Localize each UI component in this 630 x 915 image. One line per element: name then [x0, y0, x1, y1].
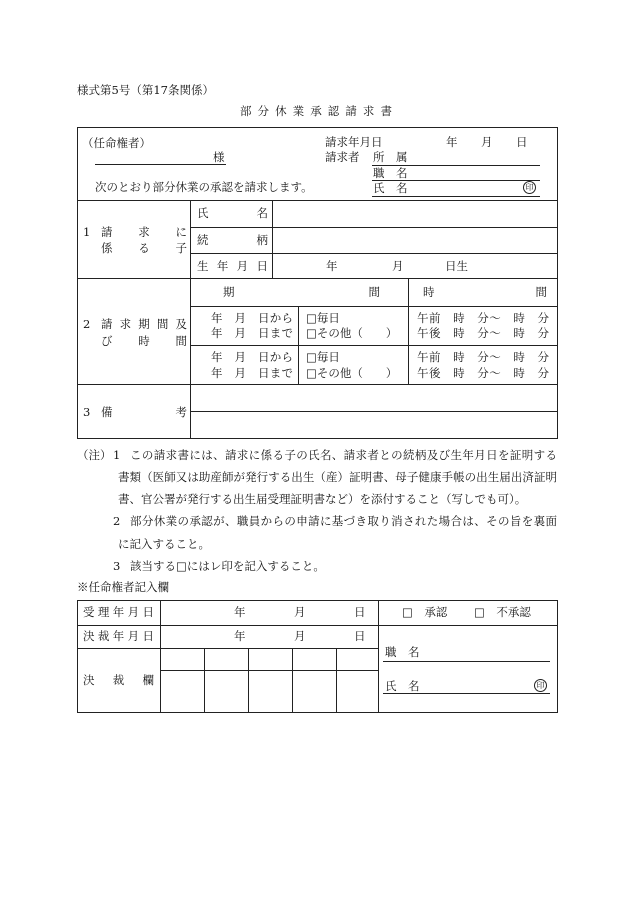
decision-day: 日	[354, 629, 366, 643]
approver-name-label: 氏 名	[385, 679, 420, 693]
period-to: 年 月 日まで	[211, 366, 293, 380]
period-header: 期 間	[223, 285, 380, 299]
period-from: 年 月 日から	[211, 350, 293, 364]
table-divider	[190, 345, 558, 346]
child-birthdate-label: 生 年 月 日	[197, 259, 268, 273]
reject-option: □ 不承認	[474, 605, 531, 619]
position-label: 職 名	[373, 166, 408, 180]
remarks-section-number: 3	[83, 405, 91, 419]
decision-year: 年	[234, 629, 246, 643]
name-underline	[372, 196, 540, 197]
request-date-year: 年	[446, 135, 458, 149]
seal-icon: 印	[534, 679, 547, 692]
period-section-number: 2	[83, 317, 91, 331]
request-table-border	[77, 127, 558, 439]
birth-year: 年	[326, 259, 338, 273]
receipt-year: 年	[234, 605, 246, 619]
period-section-label: び 時 間	[101, 334, 187, 348]
table-divider	[336, 648, 337, 712]
table-divider	[204, 648, 205, 712]
appointer-underline	[95, 164, 226, 165]
am-time-range: 午前 時 分～ 時 分	[417, 311, 549, 325]
note-line: 書、官公署が発行する出生届受理証明書など）を添付すること（写しでも可）。	[118, 492, 527, 506]
affiliation-label: 所 属	[373, 150, 408, 164]
other-checkbox-option: □その他（ ）	[306, 366, 398, 380]
decision-date-label: 決裁年月日	[83, 629, 154, 643]
decision-label: 決 裁 欄	[83, 673, 154, 687]
note-line: 部分休業の承認が、職員からの申請に基づき取り消された場合は、その旨を裏面	[130, 514, 557, 528]
table-divider	[160, 670, 378, 671]
time-header: 時 間	[423, 285, 547, 299]
period-section-label: 請 求 期 間 及	[101, 317, 187, 331]
receipt-month: 月	[294, 605, 306, 619]
am-time-range: 午前 時 分～ 時 分	[417, 350, 549, 364]
child-section-label: 係 る 子	[101, 241, 187, 255]
request-statement: 次のとおり部分休業の承認を請求します。	[95, 180, 313, 194]
child-name-label: 氏 名	[197, 206, 268, 220]
table-divider	[160, 600, 161, 712]
table-divider	[248, 648, 249, 712]
table-divider	[77, 384, 558, 385]
child-section-number: 1	[83, 225, 91, 239]
note-number: 2	[113, 514, 121, 528]
notes-prefix: （注）	[77, 448, 112, 462]
decision-month: 月	[294, 629, 306, 643]
requester-name-label: 氏 名	[373, 181, 408, 195]
daily-checkbox-option: □毎日	[306, 350, 340, 364]
table-divider	[190, 411, 558, 412]
approve-option: □ 承認	[402, 605, 448, 619]
note-line: この請求書には、請求に係る子の氏名、請求者との続柄及び生年月日を証明する	[130, 448, 557, 462]
appointer-label: （任命権者）	[82, 136, 151, 150]
period-to: 年 月 日まで	[211, 326, 293, 340]
approver-name-underline	[383, 693, 550, 694]
child-relation-label: 続 柄	[197, 233, 268, 247]
receipt-date-label: 受理年月日	[83, 605, 154, 619]
table-divider	[190, 200, 191, 438]
honorific: 様	[213, 150, 225, 164]
table-divider	[190, 227, 558, 228]
approver-position-label: 職 名	[385, 645, 420, 659]
form-title: 部 分 休 業 承 認 請 求 書	[240, 104, 392, 118]
pm-time-range: 午後 時 分～ 時 分	[417, 366, 549, 380]
period-from: 年 月 日から	[211, 311, 293, 325]
table-divider	[408, 278, 409, 384]
appointer-section-heading: ※任命権者記入欄	[77, 580, 169, 594]
table-divider	[298, 306, 299, 384]
daily-checkbox-option: □毎日	[306, 311, 340, 325]
note-line: 書類（医師又は助産師が発行する出生（産）証明書、母子健康手帳の出生届出済証明	[118, 470, 557, 484]
table-divider	[77, 625, 558, 626]
child-section-label: 請 求 に	[101, 225, 187, 239]
form-number: 様式第5号（第17条関係）	[77, 83, 214, 97]
requester-label: 請求者	[325, 150, 360, 164]
note-line: に記入すること。	[118, 537, 210, 551]
table-divider	[77, 648, 378, 649]
table-divider	[77, 200, 558, 201]
note-number: 1	[113, 448, 121, 462]
birth-day: 日生	[445, 259, 468, 273]
birth-month: 月	[392, 259, 404, 273]
approver-position-underline	[383, 661, 550, 662]
pm-time-range: 午後 時 分～ 時 分	[417, 326, 549, 340]
seal-icon: 印	[523, 181, 536, 194]
table-divider	[190, 253, 558, 254]
table-divider	[378, 600, 379, 712]
table-divider	[190, 306, 558, 307]
table-divider	[77, 278, 558, 279]
note-number: 3	[113, 559, 121, 573]
request-date-month: 月	[481, 135, 493, 149]
table-divider	[272, 200, 273, 278]
request-date-day: 日	[516, 135, 528, 149]
remarks-label: 備 考	[101, 405, 187, 419]
table-divider	[292, 648, 293, 712]
note-line: 該当する□にはレ印を記入すること。	[130, 559, 325, 573]
receipt-day: 日	[354, 605, 366, 619]
request-date-label: 請求年月日	[325, 135, 383, 149]
other-checkbox-option: □その他（ ）	[306, 326, 398, 340]
